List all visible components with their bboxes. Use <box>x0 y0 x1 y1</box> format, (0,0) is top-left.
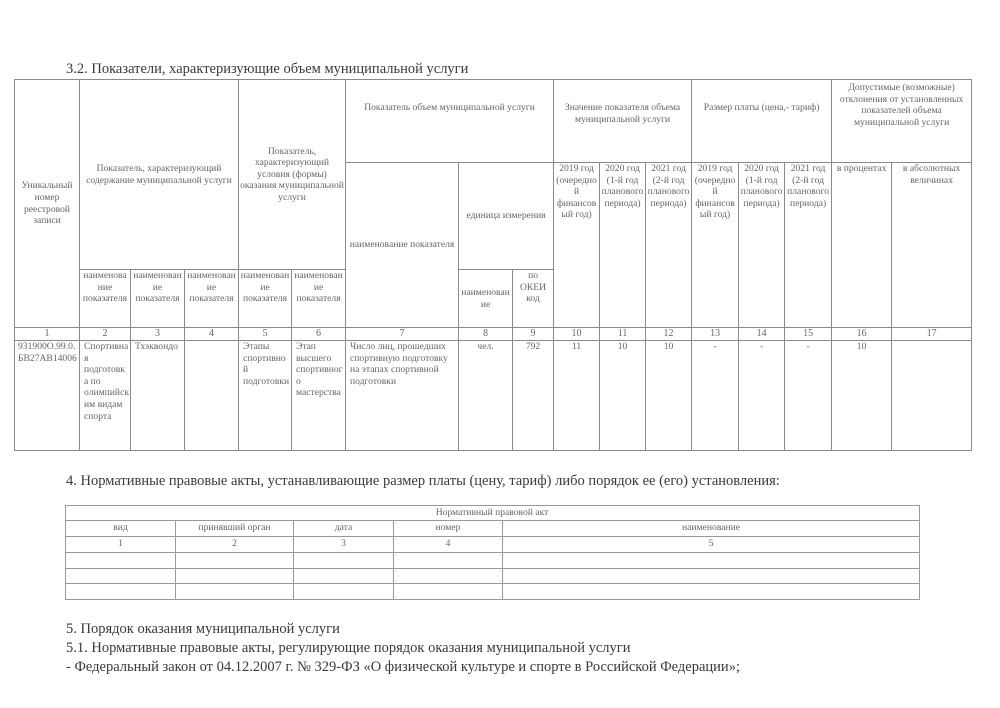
deviation-absolute-cell <box>892 341 972 451</box>
column-number: 4 <box>185 328 239 341</box>
empty-cell <box>294 553 394 569</box>
column-header-type: вид <box>66 521 176 537</box>
regulatory-acts-table <box>65 505 920 600</box>
column-number: 12 <box>646 328 692 341</box>
column-number: 1 <box>15 328 80 341</box>
column-number: 15 <box>785 328 832 341</box>
column-number: 5 <box>239 328 292 341</box>
header-sub-indicator-2: наименование показателя <box>80 270 131 328</box>
content-1-cell: Спортивная подготовка по олимпийским видам спорта <box>80 341 131 451</box>
empty-cell <box>394 569 503 584</box>
column-header-authority: принявший орган <box>176 521 294 537</box>
federal-law-reference: - Федеральный закон от 04.12.2007 г. № 329-ФЗ «О физической культуре и спорте в Российской Федерации»; <box>66 659 740 675</box>
okei-cell: 792 <box>513 341 554 451</box>
empty-cell <box>66 584 176 600</box>
deviation-percent-cell: 10 <box>832 341 892 451</box>
header-price-2021: 2021 год (2-й год планового периода) <box>785 163 832 328</box>
column-header-name: наименование <box>503 521 920 537</box>
header-deviation-absolute: в абсолютных величинах <box>892 163 972 328</box>
price-2020-cell: - <box>739 341 785 451</box>
column-number: 10 <box>554 328 600 341</box>
header-sub-indicator-6: наименование показателя <box>292 270 346 328</box>
section-4-title: 4. Нормативные правовые акты, устанавливающие размер платы (цену, тариф) либо порядок ее (его) установления: <box>66 473 780 489</box>
empty-cell <box>66 553 176 569</box>
empty-cell <box>176 569 294 584</box>
section-3-2-title: 3.2. Показатели, характеризующие объем муниципальной услуги <box>66 61 469 77</box>
column-number: 1 <box>66 537 176 553</box>
column-number: 17 <box>892 328 972 341</box>
table-row <box>66 569 920 584</box>
content-2-cell: Тхэквондо <box>131 341 185 451</box>
column-number: 2 <box>80 328 131 341</box>
column-number: 14 <box>739 328 785 341</box>
empty-cell <box>503 584 920 600</box>
empty-cell <box>394 584 503 600</box>
header-value-2021: 2021 год (2-й год планового периода) <box>646 163 692 328</box>
value-2019-cell: 11 <box>554 341 600 451</box>
column-number: 13 <box>692 328 739 341</box>
column-number: 3 <box>131 328 185 341</box>
empty-cell <box>176 584 294 600</box>
value-2021-cell: 10 <box>646 341 692 451</box>
header-sub-indicator-3: наименование показателя <box>131 270 185 328</box>
condition-2-cell: Этап высшего спортивного мастерства <box>292 341 346 451</box>
header-unit: единица измерения <box>459 163 554 270</box>
column-header-number: номер <box>394 521 503 537</box>
table-row <box>66 584 920 600</box>
header-sub-indicator-4: наименование показателя <box>185 270 239 328</box>
header-price-2020: 2020 год (1-й год планового периода) <box>739 163 785 328</box>
column-number: 11 <box>600 328 646 341</box>
table-row <box>15 341 972 451</box>
unit-name-cell: чел. <box>459 341 513 451</box>
regulatory-act-header: Нормативный правовой акт <box>66 506 920 521</box>
registry-number-cell: 931900О.99.0.БВ27АВ14006 <box>15 341 80 451</box>
header-unit-name: наименование <box>459 270 513 328</box>
header-price-2019: 2019 год (очередной финансовый год) <box>692 163 739 328</box>
header-price-group: Размер платы (цена,- тариф) <box>692 80 832 163</box>
empty-cell <box>294 584 394 600</box>
column-number: 4 <box>394 537 503 553</box>
header-content-group: Показатель, характеризующий содержание муниципальной услуги <box>80 80 239 270</box>
column-number: 7 <box>346 328 459 341</box>
column-number: 2 <box>176 537 294 553</box>
column-number: 6 <box>292 328 346 341</box>
section-5-1-subtitle: 5.1. Нормативные правовые акты, регулирующие порядок оказания муниципальной услуги <box>66 640 631 656</box>
empty-cell <box>176 553 294 569</box>
table-row <box>66 553 920 569</box>
header-value-group: Значение показателя объема муниципальной услуги <box>554 80 692 163</box>
header-sub-indicator-5: наименование показателя <box>239 270 292 328</box>
column-numbers-row <box>15 328 972 341</box>
header-value-2020: 2020 год (1-й год планового периода) <box>600 163 646 328</box>
section-5-title: 5. Порядок оказания муниципальной услуги <box>66 621 340 637</box>
condition-1-cell: Этапы спортивной подготовки <box>239 341 292 451</box>
empty-cell <box>394 553 503 569</box>
empty-cell <box>503 553 920 569</box>
header-conditions-group: Показатель, характеризующий условия (формы) оказания муниципальной услуги <box>239 80 346 270</box>
header-deviation-group: Допустимые (возможные) отклонения от установленных показателей объема муниципальной услуги <box>832 80 972 163</box>
empty-cell <box>503 569 920 584</box>
volume-indicators-table <box>14 79 972 451</box>
column-number: 8 <box>459 328 513 341</box>
column-number: 3 <box>294 537 394 553</box>
header-registry-number: Уникальный номер реестровой записи <box>15 80 80 328</box>
empty-cell <box>294 569 394 584</box>
price-2019-cell: - <box>692 341 739 451</box>
header-volume-group: Показатель объем муниципальной услуги <box>346 80 554 163</box>
price-2021-cell: - <box>785 341 832 451</box>
value-2020-cell: 10 <box>600 341 646 451</box>
content-3-cell <box>185 341 239 451</box>
header-deviation-percent: в процентах <box>832 163 892 328</box>
column-number: 9 <box>513 328 554 341</box>
column-number: 16 <box>832 328 892 341</box>
empty-cell <box>66 569 176 584</box>
header-value-2019: 2019 год (очередной финансовый год) <box>554 163 600 328</box>
indicator-cell: Число лиц, прошедших спортивную подготовку на этапах спортивной подготовки <box>346 341 459 451</box>
header-indicator-name: наименование показателя <box>346 163 459 328</box>
column-header-date: дата <box>294 521 394 537</box>
column-number: 5 <box>503 537 920 553</box>
header-unit-okei: по ОКЕИ код <box>513 270 554 328</box>
